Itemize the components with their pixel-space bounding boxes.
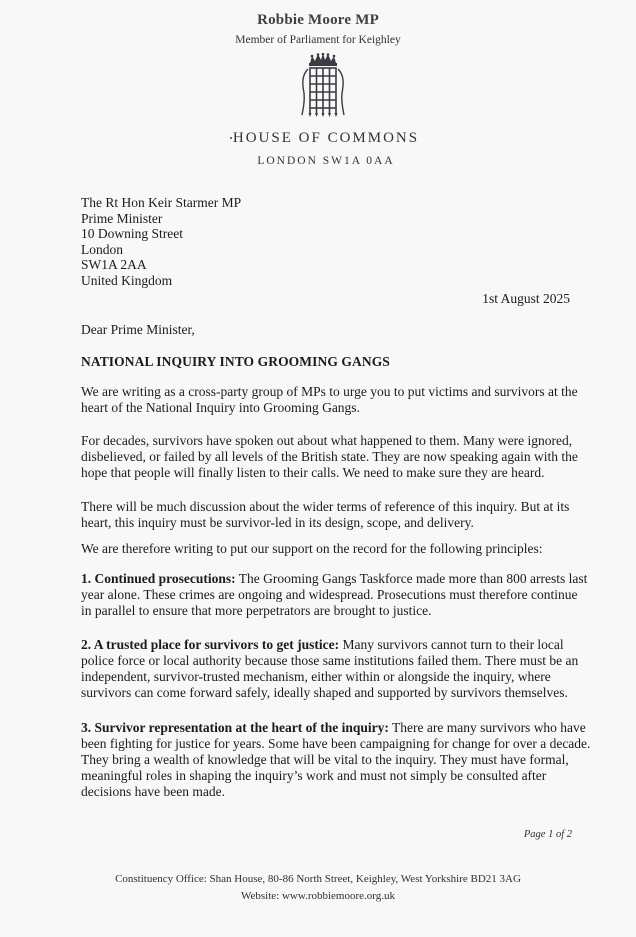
principle-text: Many survivors cannot turn to their local	[339, 637, 564, 652]
house-address: LONDON SW1A 0AA	[257, 155, 395, 167]
principle-survivor-representation	[81, 720, 591, 800]
mp-name: Robbie Moore MP	[257, 12, 379, 28]
principle-text: The Grooming Gangs Taskforce made more than 800 arrests last	[235, 571, 588, 586]
footer-website: Website: www.robbiemoore.org.uk	[241, 890, 395, 902]
body-line: They bring a wealth of knowledge that will be vital to the inquiry. They must have formal,	[81, 752, 569, 767]
body-line: decisions have been made.	[81, 784, 225, 799]
salutation: Dear Prime Minister,	[81, 322, 195, 337]
body-line: disbelieved, or failed by all levels of the British state. They are now speaking again with the	[81, 449, 578, 464]
recipient-line: 10 Downing Street	[81, 226, 183, 242]
recipient-line: SW1A 2AA	[81, 257, 147, 273]
letter-date: 1st August 2025	[482, 291, 570, 306]
body-line: survivors can come forward safely, ideally shaped and supported by survivors themselves.	[81, 685, 568, 700]
body-line: We are therefore writing to put our support on the record for the following principles:	[81, 541, 543, 556]
recipient-line: Prime Minister	[81, 210, 163, 226]
house-name: HOUSE OF COMMONS	[232, 130, 420, 146]
principle-text: There are many survivors who have	[388, 720, 586, 735]
principle-continued-prosecutions	[81, 571, 588, 619]
principle-heading: 2. A trusted place for survivors to get justice:	[81, 637, 340, 652]
footer-office-address: Constituency Office: Shan House, 80-86 North Street, Keighley, West Yorkshire BD21 3AG	[115, 873, 521, 885]
body-line: There will be much discussion about the wider terms of reference of this inquiry. But at its	[81, 499, 570, 514]
recipient-line: United Kingdom	[81, 272, 173, 288]
body-line: been fighting for justice for years. Some have been campaigning for change for over a decade.	[81, 736, 591, 751]
principle-heading: 1. Continued prosecutions:	[81, 571, 236, 586]
recipient-line: The Rt Hon Keir Starmer MP	[81, 195, 242, 210]
principle-heading: 3. Survivor representation at the heart of the inquiry:	[81, 720, 389, 735]
subject-line: NATIONAL INQUIRY INTO GROOMING GANGS	[81, 354, 390, 369]
recipient-line: London	[81, 241, 123, 257]
body-line: independent, survivor-trusted mechanism, either within or alongside the inquiry, where	[81, 669, 551, 684]
body-line: We are writing as a cross-party group of MPs to urge you to put victims and survivors at the	[81, 384, 578, 399]
portcullis-icon	[300, 53, 346, 119]
mp-role: Member of Parliament for Keighley	[235, 34, 401, 46]
principle-trusted-place	[81, 637, 581, 701]
recipient-address	[81, 195, 241, 289]
page-number: Page 1 of 2	[523, 829, 572, 840]
body-line: in parallel to ensure that more perpetrators are brought to justice.	[81, 603, 432, 618]
body-line: meaningful roles in shaping the inquiry’s work and must not simply be consulted after	[81, 768, 547, 783]
body-paragraph	[81, 384, 581, 416]
body-line: year alone. These crimes are ongoing and widespread. Prosecutions must therefore continue	[81, 587, 578, 602]
body-line	[81, 720, 586, 736]
body-line: hope that people will finally listen to their calls. We need to make sure they are heard.	[81, 465, 545, 480]
body-line	[81, 571, 588, 587]
body-paragraph	[81, 499, 581, 531]
body-paragraph	[81, 433, 581, 481]
body-line: police force or local authority because those same institutions failed them. There must be an	[81, 653, 579, 668]
body-line: heart of the National Inquiry into Grooming Gangs.	[81, 400, 360, 415]
body-paragraph	[81, 541, 581, 557]
body-line	[81, 637, 581, 653]
body-line: heart, this inquiry must be survivor-led in its design, scope, and delivery.	[81, 515, 474, 530]
body-line: For decades, survivors have spoken out about what happened to them. Many were ignored,	[81, 433, 573, 448]
